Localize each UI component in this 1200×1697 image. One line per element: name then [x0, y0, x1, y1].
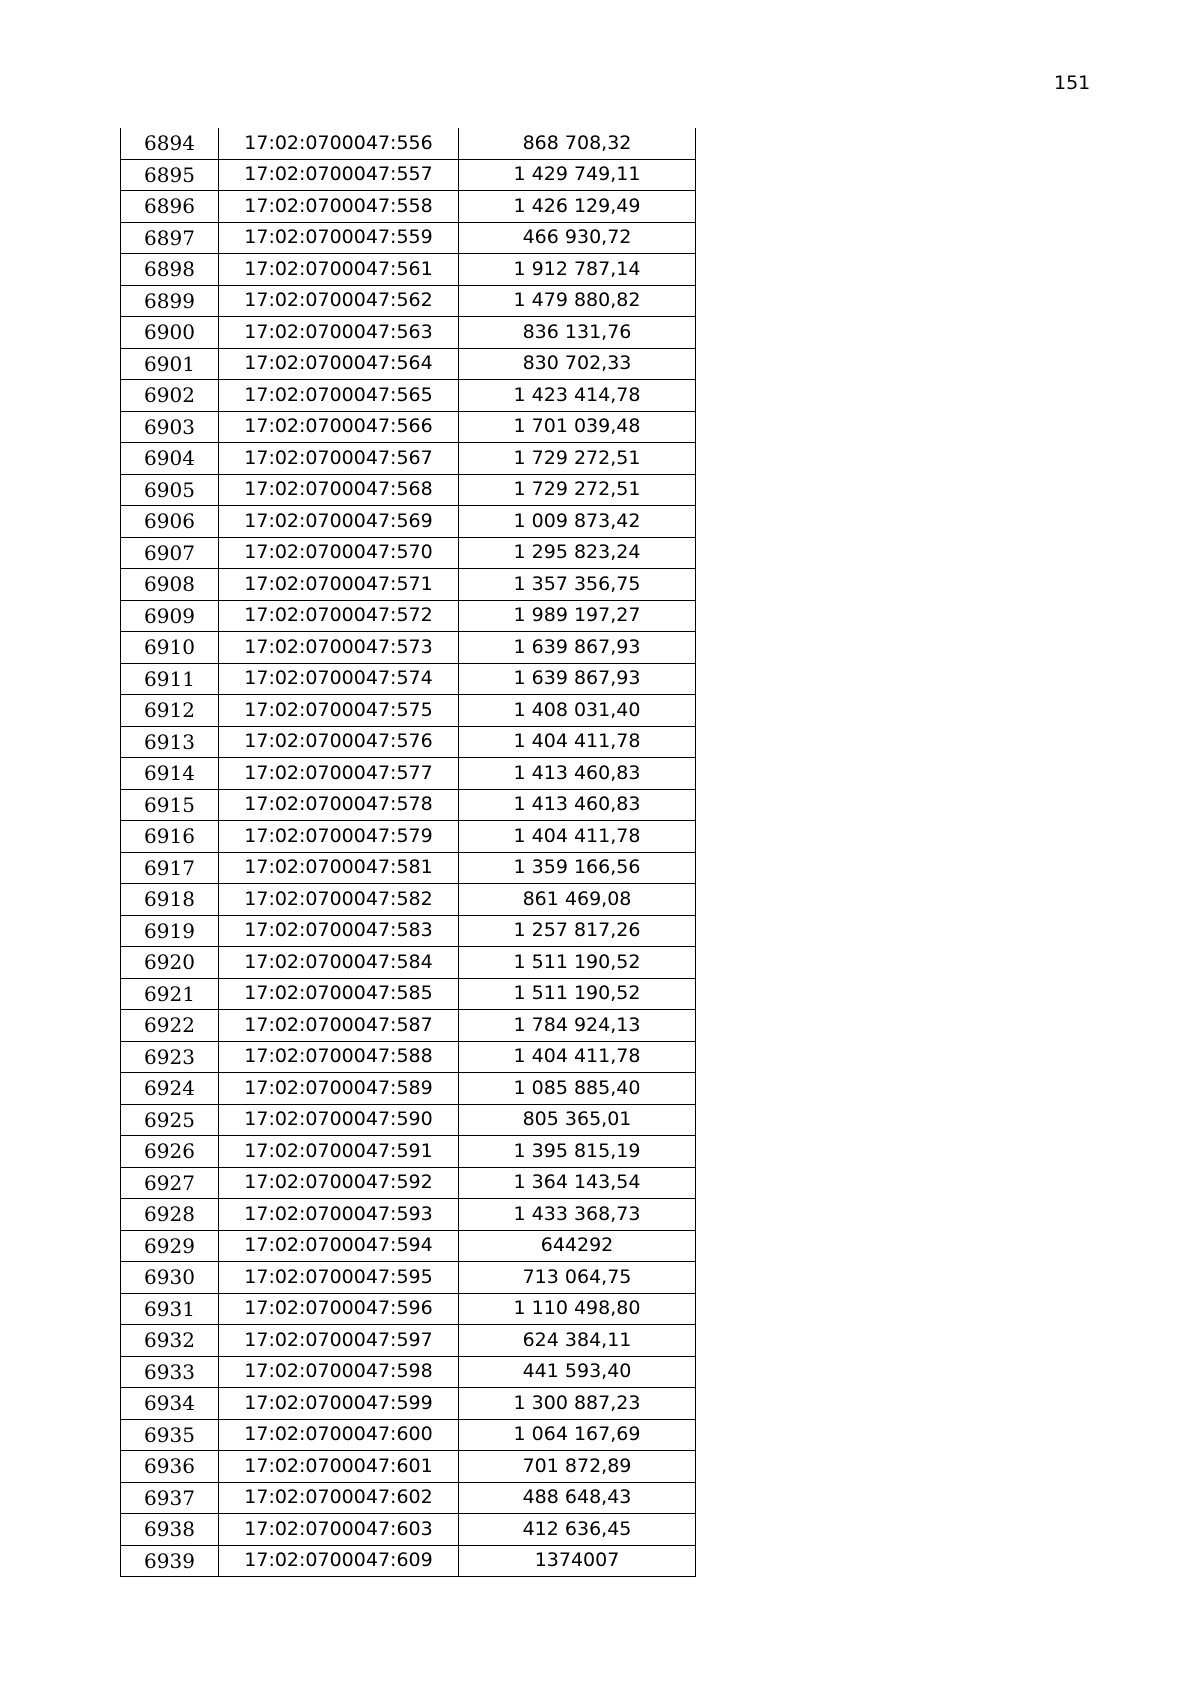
- cadastral-number-cell: 17:02:0700047:581: [219, 852, 459, 884]
- cadastral-number-cell: 17:02:0700047:602: [219, 1482, 459, 1514]
- table-row: [121, 1010, 696, 1042]
- row-number-cell: 6932: [121, 1325, 219, 1357]
- cadastral-value-cell: 713 064,75: [459, 1262, 696, 1294]
- row-number-cell: 6896: [121, 191, 219, 223]
- row-number-cell: 6924: [121, 1073, 219, 1105]
- table-row: [121, 978, 696, 1010]
- cadastral-value-cell: 1 395 815,19: [459, 1136, 696, 1168]
- table-row: [121, 128, 696, 159]
- cadastral-number-cell: 17:02:0700047:562: [219, 285, 459, 317]
- cadastral-number-cell: 17:02:0700047:585: [219, 978, 459, 1010]
- cadastral-number-cell: 17:02:0700047:569: [219, 506, 459, 538]
- row-number-cell: 6897: [121, 222, 219, 254]
- row-number-cell: 6913: [121, 726, 219, 758]
- cadastral-value-cell: 1 404 411,78: [459, 726, 696, 758]
- row-number-cell: 6894: [121, 128, 219, 159]
- cadastral-number-cell: 17:02:0700047:557: [219, 159, 459, 191]
- cadastral-number-cell: 17:02:0700047:575: [219, 695, 459, 727]
- cadastral-number-cell: 17:02:0700047:577: [219, 758, 459, 790]
- cadastral-value-cell: 1 408 031,40: [459, 695, 696, 727]
- cadastral-value-cell: 1 300 887,23: [459, 1388, 696, 1420]
- table-row: [121, 443, 696, 475]
- row-number-cell: 6895: [121, 159, 219, 191]
- cadastral-value-cell: 1 085 885,40: [459, 1073, 696, 1105]
- cadastral-value-cell: 1 359 166,56: [459, 852, 696, 884]
- row-number-cell: 6915: [121, 789, 219, 821]
- cadastral-value-cell: 1 364 143,54: [459, 1167, 696, 1199]
- cadastral-number-cell: 17:02:0700047:563: [219, 317, 459, 349]
- table-row: [121, 821, 696, 853]
- cadastral-number-cell: 17:02:0700047:579: [219, 821, 459, 853]
- cadastral-number-cell: 17:02:0700047:592: [219, 1167, 459, 1199]
- table-row: [121, 758, 696, 790]
- cadastral-number-cell: 17:02:0700047:587: [219, 1010, 459, 1042]
- row-number-cell: 6909: [121, 600, 219, 632]
- row-number-cell: 6927: [121, 1167, 219, 1199]
- table-row: [121, 947, 696, 979]
- cadastral-number-cell: 17:02:0700047:603: [219, 1514, 459, 1546]
- table-row: [121, 1073, 696, 1105]
- cadastral-value-cell: 1 423 414,78: [459, 380, 696, 412]
- row-number-cell: 6925: [121, 1104, 219, 1136]
- cadastral-value-cell: 1 295 823,24: [459, 537, 696, 569]
- cadastral-value-cell: 1 426 129,49: [459, 191, 696, 223]
- cadastral-value-cell: 644292: [459, 1230, 696, 1262]
- cadastral-value-cell: 1 479 880,82: [459, 285, 696, 317]
- table-row: [121, 1262, 696, 1294]
- cadastral-value-cell: 1 064 167,69: [459, 1419, 696, 1451]
- table-row: [121, 1104, 696, 1136]
- cadastral-number-cell: 17:02:0700047:589: [219, 1073, 459, 1105]
- row-number-cell: 6939: [121, 1545, 219, 1577]
- table-row: [121, 1041, 696, 1073]
- cadastral-value-cell: 1 511 190,52: [459, 947, 696, 979]
- cadastral-value-cell: 1374007: [459, 1545, 696, 1577]
- cadastral-value-cell: 1 009 873,42: [459, 506, 696, 538]
- row-number-cell: 6901: [121, 348, 219, 380]
- cadastral-number-cell: 17:02:0700047:559: [219, 222, 459, 254]
- table-row: [121, 537, 696, 569]
- cadastral-number-cell: 17:02:0700047:597: [219, 1325, 459, 1357]
- cadastral-number-cell: 17:02:0700047:565: [219, 380, 459, 412]
- table-row: [121, 348, 696, 380]
- row-number-cell: 6920: [121, 947, 219, 979]
- cadastral-value-cell: 1 413 460,83: [459, 758, 696, 790]
- table-row: [121, 506, 696, 538]
- table-row: [121, 285, 696, 317]
- cadastral-value-cell: 1 110 498,80: [459, 1293, 696, 1325]
- cadastral-value-cell: 805 365,01: [459, 1104, 696, 1136]
- table-row: [121, 191, 696, 223]
- table-row: [121, 380, 696, 412]
- row-number-cell: 6921: [121, 978, 219, 1010]
- table-body: [121, 128, 696, 1577]
- cadastral-number-cell: 17:02:0700047:573: [219, 632, 459, 664]
- table-row: [121, 632, 696, 664]
- row-number-cell: 6938: [121, 1514, 219, 1546]
- row-number-cell: 6898: [121, 254, 219, 286]
- row-number-cell: 6912: [121, 695, 219, 727]
- row-number-cell: 6907: [121, 537, 219, 569]
- table-row: [121, 884, 696, 916]
- table-row: [121, 159, 696, 191]
- row-number-cell: 6926: [121, 1136, 219, 1168]
- table-row: [121, 1325, 696, 1357]
- row-number-cell: 6908: [121, 569, 219, 601]
- table-row: [121, 1419, 696, 1451]
- cadastral-value-cell: 1 404 411,78: [459, 1041, 696, 1073]
- table-row: [121, 222, 696, 254]
- cadastral-number-cell: 17:02:0700047:574: [219, 663, 459, 695]
- cadastral-number-cell: 17:02:0700047:588: [219, 1041, 459, 1073]
- table-row: [121, 1451, 696, 1483]
- table-row: [121, 254, 696, 286]
- table-row: [121, 1514, 696, 1546]
- page-number: 151: [1054, 72, 1091, 94]
- cadastral-number-cell: 17:02:0700047:572: [219, 600, 459, 632]
- cadastral-value-cell: 466 930,72: [459, 222, 696, 254]
- row-number-cell: 6904: [121, 443, 219, 475]
- row-number-cell: 6910: [121, 632, 219, 664]
- table-row: [121, 1167, 696, 1199]
- cadastral-value-cell: 1 257 817,26: [459, 915, 696, 947]
- cadastral-value-cell: 624 384,11: [459, 1325, 696, 1357]
- cadastral-value-cell: 868 708,32: [459, 128, 696, 159]
- cadastral-number-cell: 17:02:0700047:590: [219, 1104, 459, 1136]
- cadastral-number-cell: 17:02:0700047:558: [219, 191, 459, 223]
- cadastral-number-cell: 17:02:0700047:593: [219, 1199, 459, 1231]
- table-row: [121, 915, 696, 947]
- cadastral-number-cell: 17:02:0700047:600: [219, 1419, 459, 1451]
- table-row: [121, 411, 696, 443]
- table-row: [121, 1199, 696, 1231]
- table-row: [121, 1293, 696, 1325]
- cadastral-number-cell: 17:02:0700047:571: [219, 569, 459, 601]
- row-number-cell: 6923: [121, 1041, 219, 1073]
- cadastral-value-cell: 1 729 272,51: [459, 443, 696, 475]
- table-row: [121, 600, 696, 632]
- cadastral-number-cell: 17:02:0700047:568: [219, 474, 459, 506]
- cadastral-number-cell: 17:02:0700047:576: [219, 726, 459, 758]
- row-number-cell: 6917: [121, 852, 219, 884]
- row-number-cell: 6935: [121, 1419, 219, 1451]
- table-row: [121, 789, 696, 821]
- cadastral-number-cell: 17:02:0700047:599: [219, 1388, 459, 1420]
- row-number-cell: 6905: [121, 474, 219, 506]
- cadastral-value-cell: 412 636,45: [459, 1514, 696, 1546]
- cadastral-number-cell: 17:02:0700047:594: [219, 1230, 459, 1262]
- row-number-cell: 6916: [121, 821, 219, 853]
- cadastral-number-cell: 17:02:0700047:591: [219, 1136, 459, 1168]
- row-number-cell: 6903: [121, 411, 219, 443]
- row-number-cell: 6936: [121, 1451, 219, 1483]
- row-number-cell: 6929: [121, 1230, 219, 1262]
- cadastral-value-cell: 1 429 749,11: [459, 159, 696, 191]
- cadastral-value-cell: 830 702,33: [459, 348, 696, 380]
- table-row: [121, 1388, 696, 1420]
- cadastral-value-cell: 1 639 867,93: [459, 663, 696, 695]
- cadastral-number-cell: 17:02:0700047:601: [219, 1451, 459, 1483]
- row-number-cell: 6911: [121, 663, 219, 695]
- cadastral-value-cell: 1 701 039,48: [459, 411, 696, 443]
- table-row: [121, 317, 696, 349]
- cadastral-number-cell: 17:02:0700047:556: [219, 128, 459, 159]
- table-row: [121, 695, 696, 727]
- row-number-cell: 6933: [121, 1356, 219, 1388]
- cadastral-number-cell: 17:02:0700047:609: [219, 1545, 459, 1577]
- cadastral-value-cell: 1 404 411,78: [459, 821, 696, 853]
- cadastral-value-cell: 1 729 272,51: [459, 474, 696, 506]
- cadastral-number-cell: 17:02:0700047:595: [219, 1262, 459, 1294]
- cadastral-number-cell: 17:02:0700047:584: [219, 947, 459, 979]
- cadastral-value-cell: 1 511 190,52: [459, 978, 696, 1010]
- table-row: [121, 663, 696, 695]
- row-number-cell: 6919: [121, 915, 219, 947]
- table-row: [121, 1356, 696, 1388]
- row-number-cell: 6902: [121, 380, 219, 412]
- row-number-cell: 6934: [121, 1388, 219, 1420]
- table-row: [121, 1230, 696, 1262]
- cadastral-value-cell: 701 872,89: [459, 1451, 696, 1483]
- cadastral-value-cell: 1 357 356,75: [459, 569, 696, 601]
- cadastral-value-cell: 1 639 867,93: [459, 632, 696, 664]
- table-row: [121, 474, 696, 506]
- row-number-cell: 6937: [121, 1482, 219, 1514]
- table-row: [121, 1136, 696, 1168]
- cadastral-value-cell: 1 989 197,27: [459, 600, 696, 632]
- row-number-cell: 6900: [121, 317, 219, 349]
- row-number-cell: 6906: [121, 506, 219, 538]
- row-number-cell: 6914: [121, 758, 219, 790]
- row-number-cell: 6930: [121, 1262, 219, 1294]
- cadastral-number-cell: 17:02:0700047:561: [219, 254, 459, 286]
- cadastral-number-cell: 17:02:0700047:564: [219, 348, 459, 380]
- cadastral-number-cell: 17:02:0700047:567: [219, 443, 459, 475]
- cadastral-value-cell: 1 784 924,13: [459, 1010, 696, 1042]
- cadastral-number-cell: 17:02:0700047:596: [219, 1293, 459, 1325]
- cadastral-number-cell: 17:02:0700047:570: [219, 537, 459, 569]
- cadastral-number-cell: 17:02:0700047:566: [219, 411, 459, 443]
- table-row: [121, 569, 696, 601]
- row-number-cell: 6918: [121, 884, 219, 916]
- row-number-cell: 6899: [121, 285, 219, 317]
- table-row: [121, 1545, 696, 1577]
- cadastral-value-cell: 836 131,76: [459, 317, 696, 349]
- row-number-cell: 6928: [121, 1199, 219, 1231]
- cadastral-number-cell: 17:02:0700047:583: [219, 915, 459, 947]
- table-row: [121, 1482, 696, 1514]
- table-row: [121, 726, 696, 758]
- row-number-cell: 6931: [121, 1293, 219, 1325]
- cadastral-value-cell: 1 912 787,14: [459, 254, 696, 286]
- cadastral-number-cell: 17:02:0700047:598: [219, 1356, 459, 1388]
- cadastral-value-cell: 1 413 460,83: [459, 789, 696, 821]
- cadastral-number-cell: 17:02:0700047:578: [219, 789, 459, 821]
- cadastral-value-cell: 1 433 368,73: [459, 1199, 696, 1231]
- cadastral-number-cell: 17:02:0700047:582: [219, 884, 459, 916]
- cadastral-value-cell: 488 648,43: [459, 1482, 696, 1514]
- table-row: [121, 852, 696, 884]
- cadastral-value-cell: 441 593,40: [459, 1356, 696, 1388]
- cadastral-value-cell: 861 469,08: [459, 884, 696, 916]
- cadastral-value-table: [120, 128, 696, 1577]
- row-number-cell: 6922: [121, 1010, 219, 1042]
